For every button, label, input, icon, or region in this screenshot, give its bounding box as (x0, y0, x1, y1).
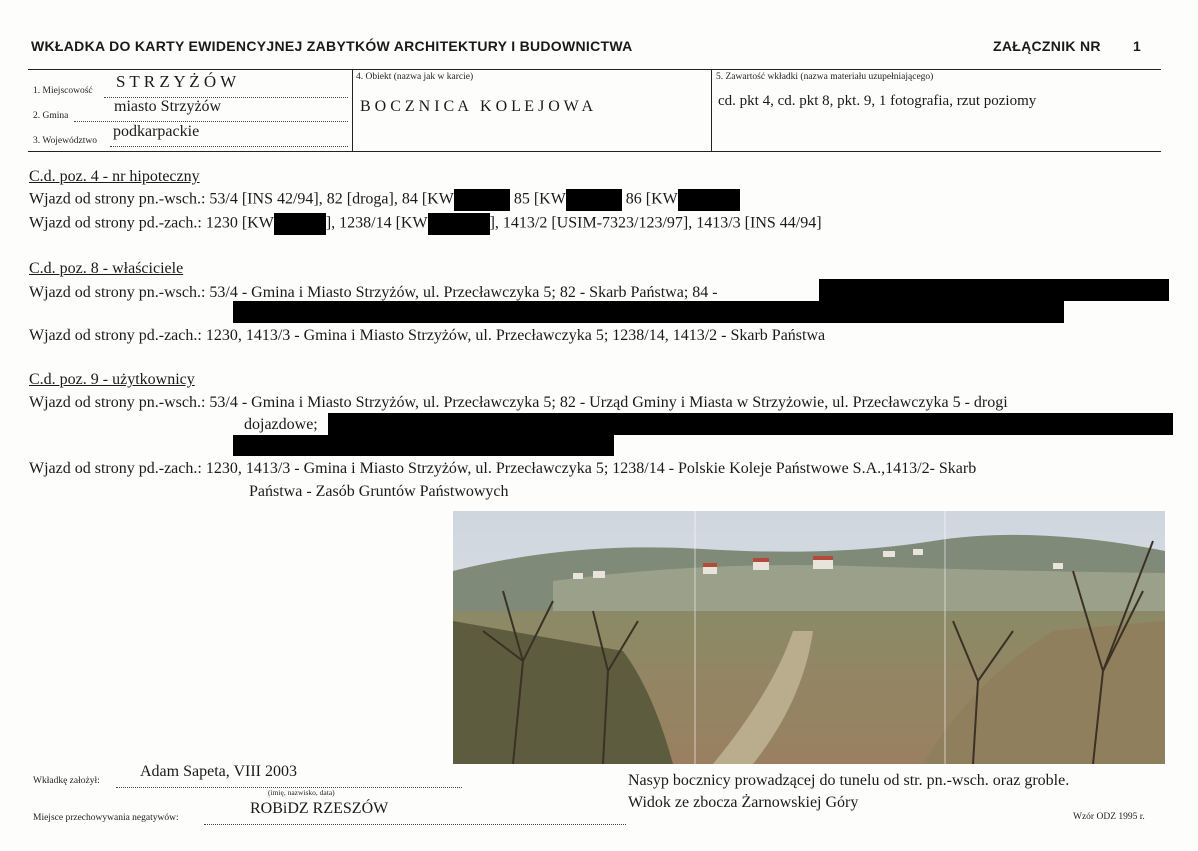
landscape-photo (453, 511, 1165, 764)
redaction (566, 189, 622, 211)
divider-2 (711, 69, 712, 151)
section-4-line-1 (29, 189, 740, 211)
field-wojewodztwo-label: 3. Województwo (33, 136, 97, 146)
section-9-line-1 (29, 393, 1008, 413)
line-label: Wjazd od strony pn.-wsch.: (29, 394, 206, 411)
section-8-line-1 (29, 283, 718, 303)
section-9-line-2-cont: Państwa - Zasób Gruntów Państwowych (249, 483, 509, 500)
redaction (233, 301, 1064, 323)
redaction (428, 213, 490, 235)
line-label: Wjazd od strony pd.-zach.: (29, 460, 202, 477)
redaction (454, 189, 510, 211)
divider-1 (352, 69, 353, 151)
field-gmina-value: miasto Strzyżów (114, 98, 222, 115)
line-text: 53/4 [INS 42/94], 82 [droga], 84 [KW (209, 190, 454, 208)
section-9-line-1-cont: dojazdowe; (244, 416, 318, 433)
line-text: 85 [KW (513, 190, 566, 208)
line-text: 86 [KW (625, 190, 678, 208)
line-text: 1230, 1413/3 - Gmina i Miasto Strzyżów, ul. Przecławczyka 5; 1238/14 - Polskie Koleje Państwowe S.A.,1413/2- Skarb (205, 460, 977, 477)
section-8-line-2 (29, 326, 825, 346)
author-hint: (imię, nazwisko, data) (268, 788, 335, 797)
author-value: Adam Sapeta, VIII 2003 (140, 763, 297, 780)
storage-label: Miejsce przechowywania negatywów: (33, 813, 179, 823)
line-text: ], 1238/14 [KW (325, 214, 428, 232)
section-8-heading: C.d. poz. 8 - właściciele (29, 260, 184, 277)
field-gmina-label: 2. Gmina (33, 111, 69, 121)
section-4-heading: C.d. poz. 4 - nr hipoteczny (29, 168, 200, 185)
line-label: Wjazd od strony pn.-wsch.: (29, 284, 206, 301)
redaction (328, 413, 1173, 435)
field-zawartosc-value: cd. pkt 4, cd. pkt 8, pkt. 9, 1 fotografia, rzut poziomy (718, 93, 1037, 109)
line-label: Wjazd od strony pn.-wsch.: (29, 190, 206, 208)
field-obiekt-label: 4. Obiekt (nazwa jak w karcie) (356, 72, 474, 82)
field-obiekt-value: B O C Z N I C A K O L E J O W A (360, 98, 594, 115)
storage-value: ROBiDZ RZESZÓW (250, 800, 389, 817)
section-4-line-2 (29, 213, 822, 235)
field-wojewodztwo-line (110, 146, 348, 147)
redaction (819, 279, 1169, 301)
attachment-number: 1 (1133, 38, 1142, 54)
line-text: 1230 [KW (205, 214, 274, 232)
field-miejscowosc-value: S T R Z Y Ż Ó W (116, 72, 237, 91)
field-gmina-line (74, 121, 348, 122)
form-title: WKŁADKA DO KARTY EWIDENCYJNEJ ZABYTKÓW ARCHITEKTURY I BUDOWNICTWA (31, 38, 633, 54)
section-9-line-2 (29, 459, 976, 479)
line-text: 1230, 1413/3 - Gmina i Miasto Strzyżów, ul. Przecławczyka 5; 1238/14, 1413/2 - Skarb Państwa (205, 327, 826, 344)
redaction (233, 435, 614, 456)
photo-caption-line-2: Widok ze zbocza Żarnowskiej Góry (628, 794, 859, 811)
attachment-label: ZAŁĄCZNIK NR (993, 38, 1101, 54)
field-wojewodztwo-value: podkarpackie (113, 123, 200, 140)
storage-line (204, 824, 626, 825)
photo-caption-line-1: Nasyp bocznicy prowadzącej do tunelu od str. pn.-wsch. oraz groble. (628, 772, 1070, 789)
redaction (678, 189, 740, 211)
line-text: ], 1413/2 [USIM-7323/123/97], 1413/3 [INS 44/94] (489, 214, 822, 232)
form-model: Wzór ODZ 1995 r. (1073, 812, 1145, 822)
bottom-rule (28, 151, 1161, 152)
top-rule (28, 69, 1161, 70)
field-zawartosc-label: 5. Zawartość wkładki (nazwa materiału uzupełniającego) (716, 72, 934, 82)
line-text: 53/4 - Gmina i Miasto Strzyżów, ul. Przecławczyka 5; 82 - Urząd Gminy i Miasta w Strzyżowie, ul. Przecławczyka 5 - drogi (209, 394, 1008, 411)
line-label: Wjazd od strony pd.-zach.: (29, 327, 202, 344)
landscape-photo-svg (453, 511, 1165, 764)
section-9-heading: C.d. poz. 9 - użytkownicy (29, 371, 195, 388)
line-text: 53/4 - Gmina i Miasto Strzyżów, ul. Przecławczyka 5; 82 - Skarb Państwa; 84 - (209, 284, 718, 301)
field-miejscowosc-label: 1. Miejscowość (33, 86, 93, 96)
redaction (274, 213, 326, 235)
author-label: Wkładkę założył: (33, 776, 100, 786)
line-label: Wjazd od strony pd.-zach.: (29, 214, 202, 232)
